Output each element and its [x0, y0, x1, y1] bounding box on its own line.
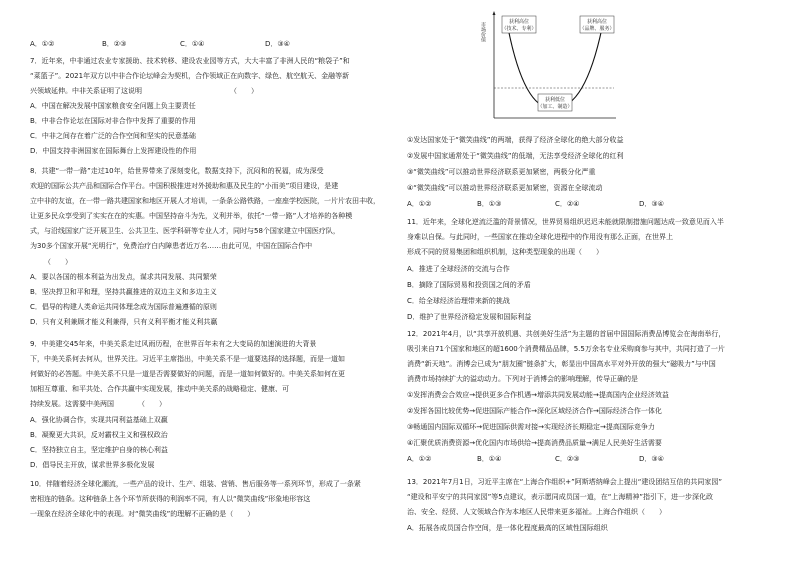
q8-paren: （ ） — [44, 258, 72, 266]
q9-option-c: C．坚持独立自主，坚定维护自身的核心利益 — [30, 446, 168, 454]
q12-option-a: A．①② — [407, 455, 432, 463]
q12-statement-4: ④汇聚优质消费资源→优化国内市场供给→提高消费品质量→满足人民美好生活需要 — [407, 439, 662, 447]
left-high-label-line2: （技术、专利） — [501, 26, 537, 32]
right-high-label-line1: 获利高位 — [586, 19, 608, 25]
q10-option-d: D．③④ — [639, 200, 664, 208]
y-axis-label: 市场价值 — [480, 22, 486, 42]
right-high-label-line2: （品牌、服务） — [579, 26, 615, 32]
q10-option-a: A．①② — [407, 200, 432, 208]
q10-statement-2: ②发展中国家通常处于“微笑曲线”的低端，无法享受经济全球化的红利 — [407, 152, 624, 160]
q12-line-2: 吸引来自71个国家和地区的超1600个消费精品品牌，5.5万余名专业采购商参与其中，共同打造了一片 — [407, 345, 725, 353]
q7-line-1: 7．近年来，中非通过农业专家援助、技术转移、建设农业园等方式，大大丰富了非洲人民的“粮袋子”和 — [30, 57, 350, 65]
q13-option-a: A．拓展各成员国合作空间，是一体化程度最高的区域性国际组织 — [407, 524, 608, 532]
q11-option-a: A．推进了全球经济的交流与合作 — [407, 265, 510, 273]
q11-option-c: C．给全球经济治理带来新的挑战 — [407, 297, 510, 305]
q7-option-a: A．中国在解决发展中国家粮食安全问题上负主要责任 — [30, 102, 196, 110]
q8-line-6: 为30多个国家开展“光明行”，免费治疗白内障患者近万名……由此可见，中国在国际合作中 — [30, 242, 313, 250]
q10-option-b: B．①③ — [477, 200, 502, 208]
q13-line-2: “建设和平安宁的共同家园”等5点建议，表示愿同成员国一道，在“上海精神”指引下，进一步深化政 — [407, 493, 713, 501]
q9-line-5: 持续发展。这需要中美两国 — [30, 400, 114, 408]
q8-option-a: A．要以各国的根本利益为出发点，谋求共同发展、共同繁荣 — [30, 273, 217, 281]
q10-option-c: C．②④ — [555, 200, 580, 208]
q10-line-1: 10．伴随着经济全球化潮流，一些产品的设计、生产、组装、营销、售后服务等一系列环节，形成了一条紧 — [30, 480, 361, 488]
q12-option-c: C．②③ — [555, 455, 580, 463]
q10-statement-3: ③“微笑曲线”可以推动世界经济联系更加紧密，两极分化严重 — [407, 168, 596, 176]
left-high-label-line1: 获利高位 — [508, 19, 530, 25]
q12-option-b: B．①④ — [477, 455, 502, 463]
q12-statement-1: ①发挥消费会合效应→提供更多合作机遇→增添共同发展动能→提高国内企业经济效益 — [407, 391, 669, 399]
q8-line-5: 式，与沿线国家广泛开展卫生、公共卫生、医学科研等专业人才，同时与58个国家建立中国医疗队， — [30, 227, 340, 235]
q8-line-1: 8．共建“一带一路”走过10年，给世界带来了深刻变化，数据支持下，沉闷和的祝福，成为深受 — [30, 167, 324, 175]
q11-option-d: D．维护了世界经济稳定发展和国际利益 — [407, 313, 532, 321]
q13-line-1: 13．2021年7月1日，习近平主席在“上海合作组织+”阿斯塔纳峰会上提出“建设团结互信的共同家园” — [407, 478, 722, 486]
q7-line-3: 兴领域延伸。中非关系证明了这说明 — [30, 87, 142, 95]
q9-option-a: A．强化协调合作，实现共同利益基础上双赢 — [30, 416, 168, 424]
q8-option-b: B．坚决捍卫和平和理，坚持共赢推进的双边主义和多边主义 — [30, 288, 217, 296]
q13-line-3: 治、安全、经贸、人文领域合作为本地区人民带来更多福祉。上海合作组织（ ） — [407, 508, 666, 516]
low-label — [480, 8, 482, 9]
q11-line-1: 11．近年来，全球化逆流泛滥的背景情况，世界贸易组织迟迟未能就限制措施问题达成一致意见而入半 — [407, 218, 724, 226]
q7-option-b: B．中非合作论坛在国际对非合作中发挥了重要的作用 — [30, 117, 196, 125]
q10-statement-1: ①发达国家处于“微笑曲线”的两端，获得了经济全球化的绝大部分收益 — [407, 136, 624, 144]
y-axis-arrow — [493, 11, 496, 15]
top-option-b: B．②③ — [102, 40, 127, 48]
q10-line-2: 密相连的链条。这种链条上各个环节所获得的利润率不同，有人以“微笑曲线”形象地形容这 — [30, 495, 311, 503]
q12-line-3: 消费“新天地”。消博会已成为“朋友圈”链条扩大，彰显出中国高水平对外开放的强大“磁吸力”与中国 — [407, 360, 716, 368]
top-option-d: D．③④ — [265, 40, 290, 48]
q8-line-3: 立中非的友谊，在一带一路共建国家和地区开展人才培训，一条条公路铁路，一座座学校医院，一片片农田丰收， — [30, 197, 380, 205]
q9-line-1: 9．中美建交45年来，中美关系走过风雨历程，在世界百年未有之大变局的加速演进的大背景 — [30, 340, 317, 348]
q7-option-c: C．中非之间存在着广泛的合作空间和坚实的民意基础 — [30, 132, 196, 140]
q7-paren: （ ） — [230, 87, 258, 95]
q8-line-2: 欢迎的国际公共产品和国际合作平台。中国积极推进对外援助和惠及民生的“小而美”项目建设，是建 — [30, 182, 339, 190]
smile-curve-diagram — [480, 8, 620, 128]
q12-option-d: D．③④ — [639, 455, 664, 463]
q8-line-4: 让更多民众享受到了实实在在的实惠。中国坚持奋斗为先，义利并举，依托“一带一路”人才培养的各种模 — [30, 212, 353, 220]
q12-statement-2: ②发挥各国比较优势→促进国际产能合作→深化区域经济合作→国际经济合作一体化 — [407, 407, 662, 415]
q7-option-d: D．中国支持非洲国家在国际舞台上发挥建设性的作用 — [30, 147, 197, 155]
top-option-c: C．①④ — [180, 40, 205, 48]
q9-line-3: 何做好的必答题。中美关系不只是一道是否需要做好的问题，而是一道如何做好的。中美关系如何在更 — [30, 370, 345, 378]
low-label-line2: （加工、制造） — [537, 104, 573, 110]
q8-option-c: C．倡导的构建人类命运共同体理念成为国际普遍遵循的原则 — [30, 303, 217, 311]
q12-line-1: 12．2021年4月，以“共享开放机遇、共创美好生活”为主题的首届中国国际消费品博览会在海南举行， — [407, 330, 726, 338]
q12-line-4: 消费市场持续扩大的溢动动力。下列对于消博会的影响理解，传导正确的是 — [407, 375, 638, 383]
q9-option-d: D．倡导民主开放，谋求世界多极化发展 — [30, 461, 155, 469]
q9-paren: （ ） — [138, 400, 166, 408]
left-high-label — [480, 8, 482, 9]
q9-line-4: 加相互尊重、和平共处、合作共赢中实现发展，推动中美关系的战略稳定、健康、可 — [30, 385, 289, 393]
q8-option-d: D．只有义利兼顾才能义利兼得，只有义利平衡才能义利共赢 — [30, 318, 218, 326]
right-high-label — [480, 8, 482, 9]
top-option-a: A．①② — [30, 40, 55, 48]
q10-statement-4: ④“微笑曲线”可以推动世界经济联系更加紧密，资源在全球流动 — [407, 184, 603, 192]
q9-line-2: 下，中美关系何去何从，世界关注。习近平主席指出，中美关系不是一道要选择的选择题，而是一道如 — [30, 355, 345, 363]
q7-line-2: “菜篮子”。2021年双方以中非合作论坛峰会为契机，合作领域正在向数字、绿色、航空航天、金融等新 — [30, 72, 350, 80]
q11-option-b: B．摘除了国际贸易和投资国之间的矛盾 — [407, 281, 531, 289]
q12-statement-3: ③畅通国内国际双循环→促进国际供需对接→实现经济长期稳定→提高国际竞争力 — [407, 423, 655, 431]
q9-option-b: B．凝聚更大共识，反对霸权主义和强权政治 — [30, 431, 168, 439]
low-label-line1: 获利低位 — [544, 97, 566, 103]
q10-line-3: 一现象在经济全球化中的表现。对“微笑曲线”的理解不正确的是（ ） — [30, 510, 255, 518]
q11-line-3: 形成不同的贸易集团和组织机制，这种类型现象的出现（ ） — [407, 248, 603, 256]
q11-line-2: 身难以自保。与此同时，一些国家在推动全球化进程中的作用没有那么正面，在世界上 — [407, 233, 673, 241]
